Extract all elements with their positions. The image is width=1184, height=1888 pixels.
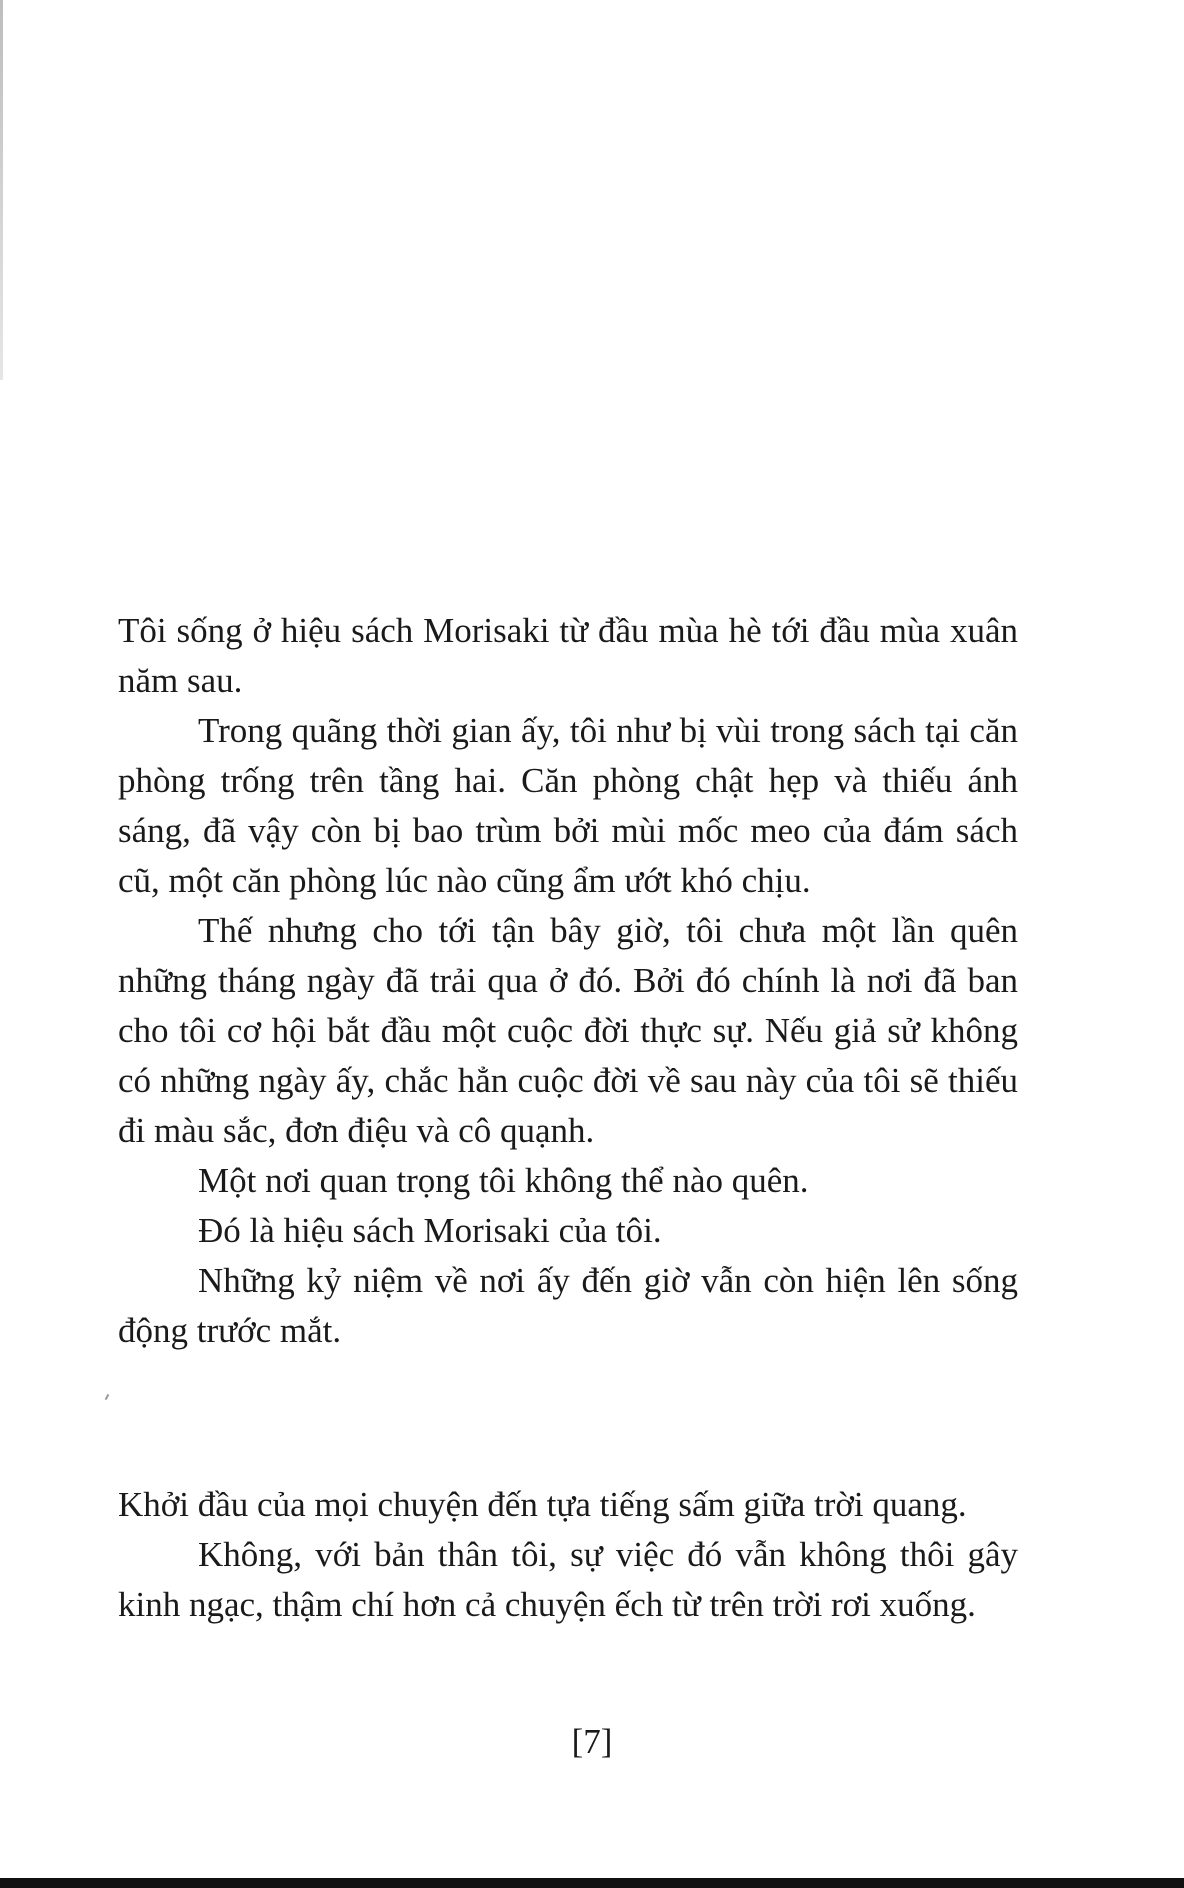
paragraph: Thế nhưng cho tới tận bây giờ, tôi chưa một lần quên những tháng ngày đã trải qua ở đó. Bởi đó chính là nơi đã ban cho tôi cơ hội bắt đầu một cuộc đời thực sự. Nếu giả sử không có những ngày ấy, chắc hẳn cuộc đời về sau này của tôi sẽ thiếu đi màu sắc, đơn điệu và cô quạnh. [118, 911, 1018, 1150]
paragraph: Tôi sống ở hiệu sách Morisaki từ đầu mùa hè tới đầu mùa xuân năm sau. [118, 611, 1018, 700]
paragraph: Đó là hiệu sách Morisaki của tôi. [198, 1211, 662, 1250]
page-number: [7] [571, 1722, 613, 1761]
page-bottom-edge [0, 1878, 1184, 1888]
paragraph: Một nơi quan trọng tôi không thể nào quên. [198, 1161, 809, 1200]
text-section-2 [118, 1480, 1018, 1630]
paragraph: Trong quãng thời gian ấy, tôi như bị vùi trong sách tại căn phòng trống trên tầng hai. Căn phòng chật hẹp và thiếu ánh sáng, đã vậy còn bị bao trùm bởi mùi mốc meo của đám sách cũ, một căn phòng lúc nào cũng ẩm ướt khó chịu. [118, 711, 1018, 900]
scan-speck [105, 1394, 110, 1400]
page-edge-shadow [0, 0, 3, 380]
text-section-1 [118, 606, 1018, 1356]
paragraph: Những kỷ niệm về nơi ấy đến giờ vẫn còn hiện lên sống động trước mắt. [118, 1261, 1018, 1350]
paragraph: Không, với bản thân tôi, sự việc đó vẫn không thôi gây kinh ngạc, thậm chí hơn cả chuyện ếch từ trên trời rơi xuống. [118, 1535, 1018, 1624]
paragraph: Khởi đầu của mọi chuyện đến tựa tiếng sấm giữa trời quang. [118, 1485, 967, 1524]
